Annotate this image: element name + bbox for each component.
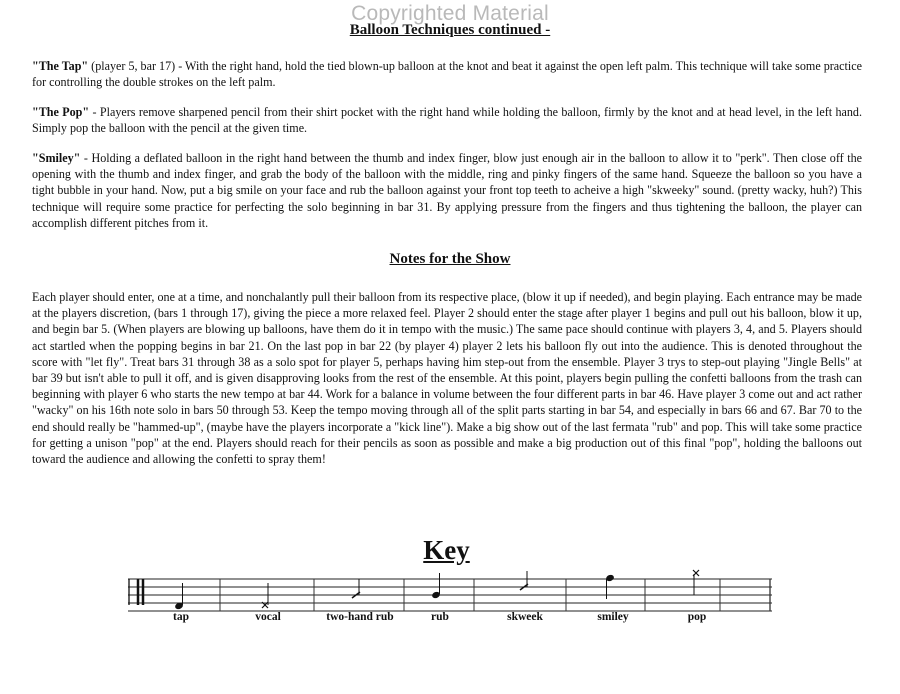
- section-heading-notes-for-the-show: Notes for the Show: [389, 251, 511, 267]
- key-label-smiley: smiley: [597, 611, 629, 623]
- key-label-two-hand-rub: two-hand rub: [326, 611, 394, 623]
- key-staff: [0, 565, 900, 615]
- key-title: Key: [423, 535, 470, 565]
- technique-the-pop: [32, 104, 862, 136]
- key-label-rub: rub: [431, 611, 449, 623]
- technique-description: - Holding a deflated balloon in the right hand between the thumb and index finger, blow just enough air in the balloon to allow it to "perk". Then close off the opening with the thumb and index finger, and grab the body of the balloon with the middle, ring and pinky fingers of the same hand. Squeeze the balloon so you have a tight bubble in your hand. Now, put a big smile on your face and rub the balloon against your front top teeth to acheive a high "skweeky" sound. (pretty wacky, huh?) This technique will require some practice for perfecting the solo beginning in bar 31. By applying pressure from the fingers and thus tightening the balloon, the player can accomplish different pitches from it.: [32, 151, 862, 230]
- key-label-vocal: vocal: [255, 611, 281, 623]
- technique-term: "Smiley": [32, 151, 81, 165]
- technique-description: (player 5, bar 17) - With the right hand, hold the tied blown-up balloon at the knot and beat it against the open left palm. This technique will take some practice for controlling the double strokes on the left palm.: [32, 59, 863, 90]
- key-label-skweek: skweek: [507, 611, 543, 623]
- technique-description: - Players remove sharpened pencil from their shirt pocket with the right hand while holding the balloon, firmly by the knot and at head level, in the left hand. Simply pop the balloon with the pencil at the given time.: [32, 105, 863, 136]
- technique-term: "The Pop": [32, 105, 90, 119]
- key-label-tap: tap: [173, 611, 189, 623]
- technique-term: "The Tap": [32, 59, 89, 73]
- percussion-clef: [129, 579, 143, 605]
- notes-for-the-show-body: Each player should enter, one at a time, and nonchalantly pull their balloon from its respective place, (blow it up if needed), and begin playing. Each entrance may be made at the players discretion, (bars 1 through 17), giving the piece a more relaxed feel. Player 2 should enter the stage after player 1 begins and pull out his balloon, blow it up, and begin bar 5. (When players are blowing up balloons, have them do it in tempo with the music.) The same pace should continue with players 3, 4, and 5. Players should act startled when the popping begins in bar 21. On the last pop in bar 22 (by player 4) player 2 lets his balloon fly out into the audience. This is denoted throughout the score with "let fly". Treat bars 31 through 38 as a solo spot for player 5, perhaps having him step-out from the ensemble. Player 3 trys to step-out playing "Jingle Bells" at bar 39 but isn't able to pull it off, and is given disapproving looks from the rest of the ensemble. At this point, players begin pulling the confetti balloons from the trash can beginning with player 6 who starts the new tempo at bar 44. Work for a balance in volume between the four different parts in bar 46. Have player 3 come out and act rather "wacky" on his 16th note solo in bars 50 through 53. Keep the tempo moving through all of the split parts starting in bar 54, and especially in bars 66 and 67. Bar 70 to the end should really be "hammed-up", (maybe have the players incorporate a "kick line"). Make a big show out of the last fermata "rub" and pop. This will take some practice for getting a unison "pop" at the end. Players should reach for their pencils as soon as possible and make a big production out of this final "pop", holding the balloons out toward the audience and allowing the confetti to spray them!: [32, 290, 862, 467]
- section-heading-balloon-techniques: Balloon Techniques continued -: [349, 22, 551, 38]
- technique-smiley: [32, 150, 862, 231]
- copyright-watermark: Copyrighted Material: [351, 2, 549, 25]
- staff-lines: [128, 579, 772, 611]
- rub-note: [431, 573, 441, 599]
- key-label-pop: pop: [687, 611, 707, 623]
- technique-the-tap: [32, 58, 862, 90]
- pop-note: [693, 570, 699, 595]
